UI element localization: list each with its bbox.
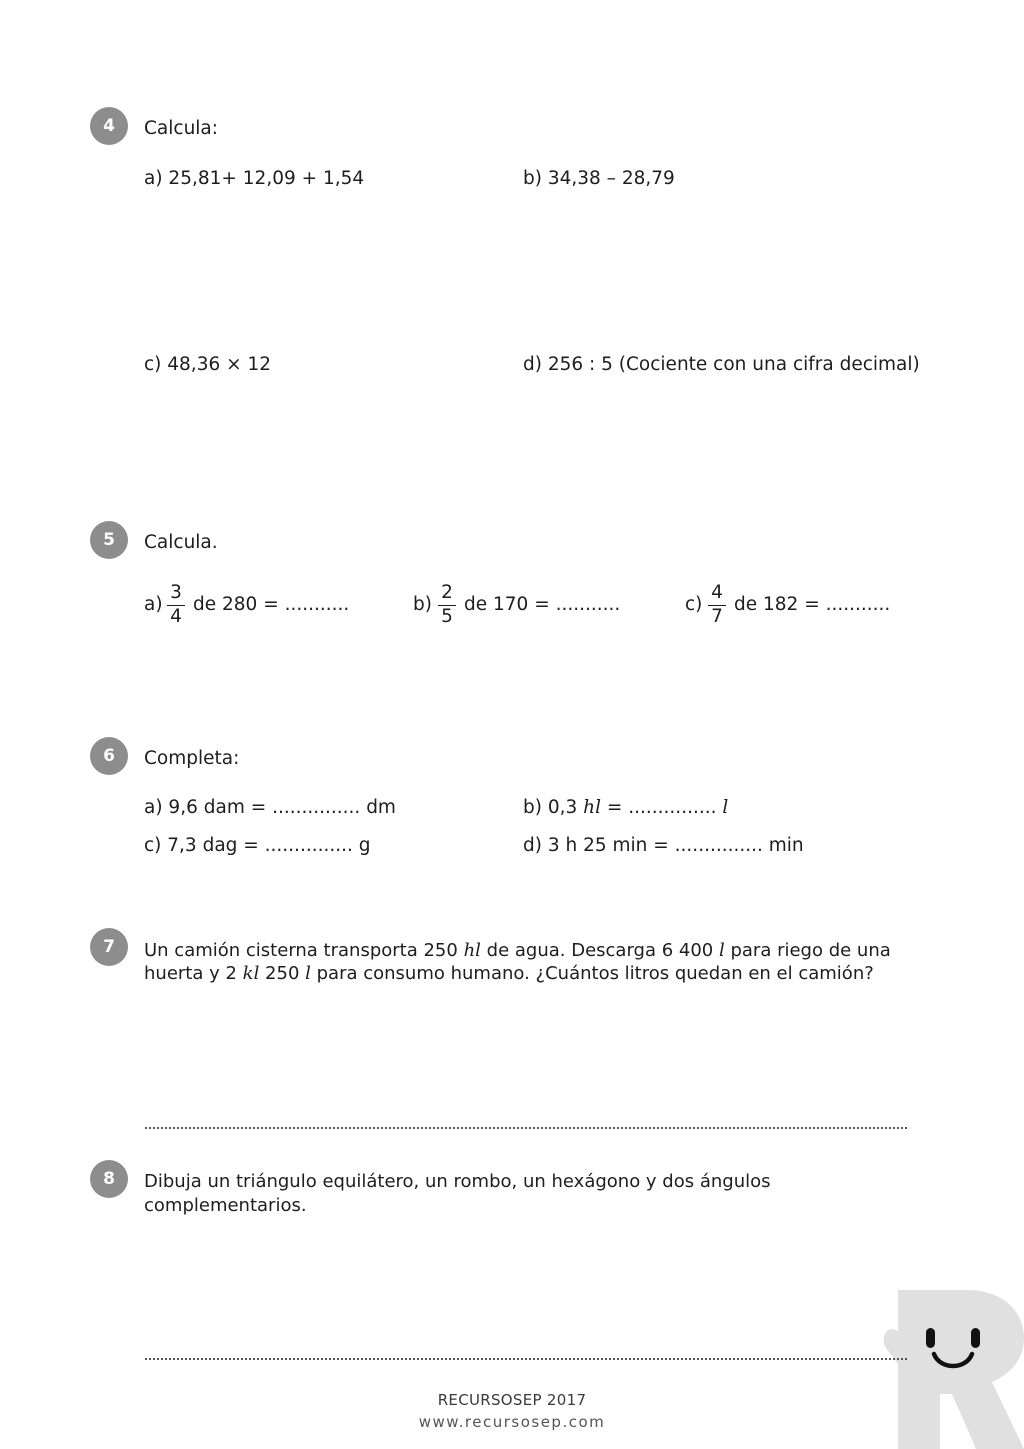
exercise-title: Completa: [144, 748, 240, 769]
exercise-item-c: c) 48,36 × 12 [144, 354, 272, 375]
fraction-item-a-text: de 280 = ........... [193, 594, 350, 615]
exercise-number: 6 [103, 746, 115, 766]
unit-liter: l [718, 940, 725, 961]
exercise-number: 7 [103, 937, 115, 957]
unit-kiloliter: kl [242, 963, 260, 984]
exercise-title: Calcula: [144, 118, 218, 139]
exercise-number-badge [90, 107, 128, 145]
exercise-item-b [523, 797, 728, 819]
fraction-item-c-label: c) [685, 594, 703, 615]
text-segment: huerta y 2 [144, 963, 243, 984]
unit-liter: l [722, 797, 729, 818]
problem-line-2 [144, 963, 874, 985]
footer-brand: RECURSOSEP 2017 [437, 1391, 587, 1409]
footer-url: www.recursosep.com [418, 1413, 606, 1431]
problem-line-1: Dibuja un triángulo equilátero, un rombo, un hexágono y dos ángulos [144, 1171, 771, 1192]
problem-line-2: complementarios. [144, 1195, 307, 1216]
fraction-denominator: 7 [711, 606, 723, 627]
item-b-prefix: b) 0,3 [523, 797, 584, 818]
text-segment: 250 [259, 963, 306, 984]
text-segment: para riego de una [724, 940, 891, 961]
unit-hectoliter: hl [583, 797, 601, 818]
item-b-mid: = ............... [601, 797, 723, 818]
exercise-number-badge [90, 521, 128, 559]
problem-line-1 [144, 940, 891, 962]
fraction-item-b-text: de 170 = ........... [464, 594, 621, 615]
text-segment: Un camión cisterna transporta 250 [144, 940, 464, 961]
fraction-numerator: 4 [711, 582, 723, 603]
exercise-item-a: a) 9,6 dam = ............... dm [144, 797, 396, 818]
fraction-a [165, 582, 187, 628]
fraction-numerator: 2 [441, 582, 453, 603]
unit-liter: l [305, 963, 311, 984]
exercise-number-badge [90, 928, 128, 966]
exercise-item-d: d) 256 : 5 (Cociente con una cifra decimal) [523, 354, 920, 375]
fraction-c [706, 582, 728, 628]
text-segment: para consumo humano. ¿Cuántos litros quedan en el camión? [310, 963, 874, 984]
exercise-item-a: a) 25,81+ 12,09 + 1,54 [144, 168, 365, 189]
exercise-item-d: d) 3 h 25 min = ............... min [523, 835, 804, 856]
exercise-number: 5 [103, 530, 115, 550]
exercise-title: Calcula. [144, 532, 218, 553]
fraction-item-a-label: a) [144, 594, 163, 615]
exercise-number-badge [90, 1160, 128, 1198]
unit-hectoliter: hl [463, 940, 481, 961]
exercise-item-b: b) 34,38 – 28,79 [523, 168, 675, 189]
exercise-number-badge [90, 737, 128, 775]
fraction-b [436, 582, 458, 628]
answer-dotted-line [145, 1127, 907, 1129]
fraction-item-b-label: b) [413, 594, 432, 615]
exercise-item-c: c) 7,3 dag = ............... g [144, 835, 371, 856]
exercise-number: 8 [103, 1169, 115, 1189]
fraction-numerator: 3 [170, 582, 182, 603]
text-segment: de agua. Descarga 6 400 [480, 940, 719, 961]
fraction-denominator: 4 [170, 606, 182, 627]
exercise-number: 4 [103, 116, 115, 136]
fraction-denominator: 5 [441, 606, 453, 627]
answer-dotted-line [145, 1358, 907, 1360]
fraction-item-c-text: de 182 = ........... [734, 594, 891, 615]
